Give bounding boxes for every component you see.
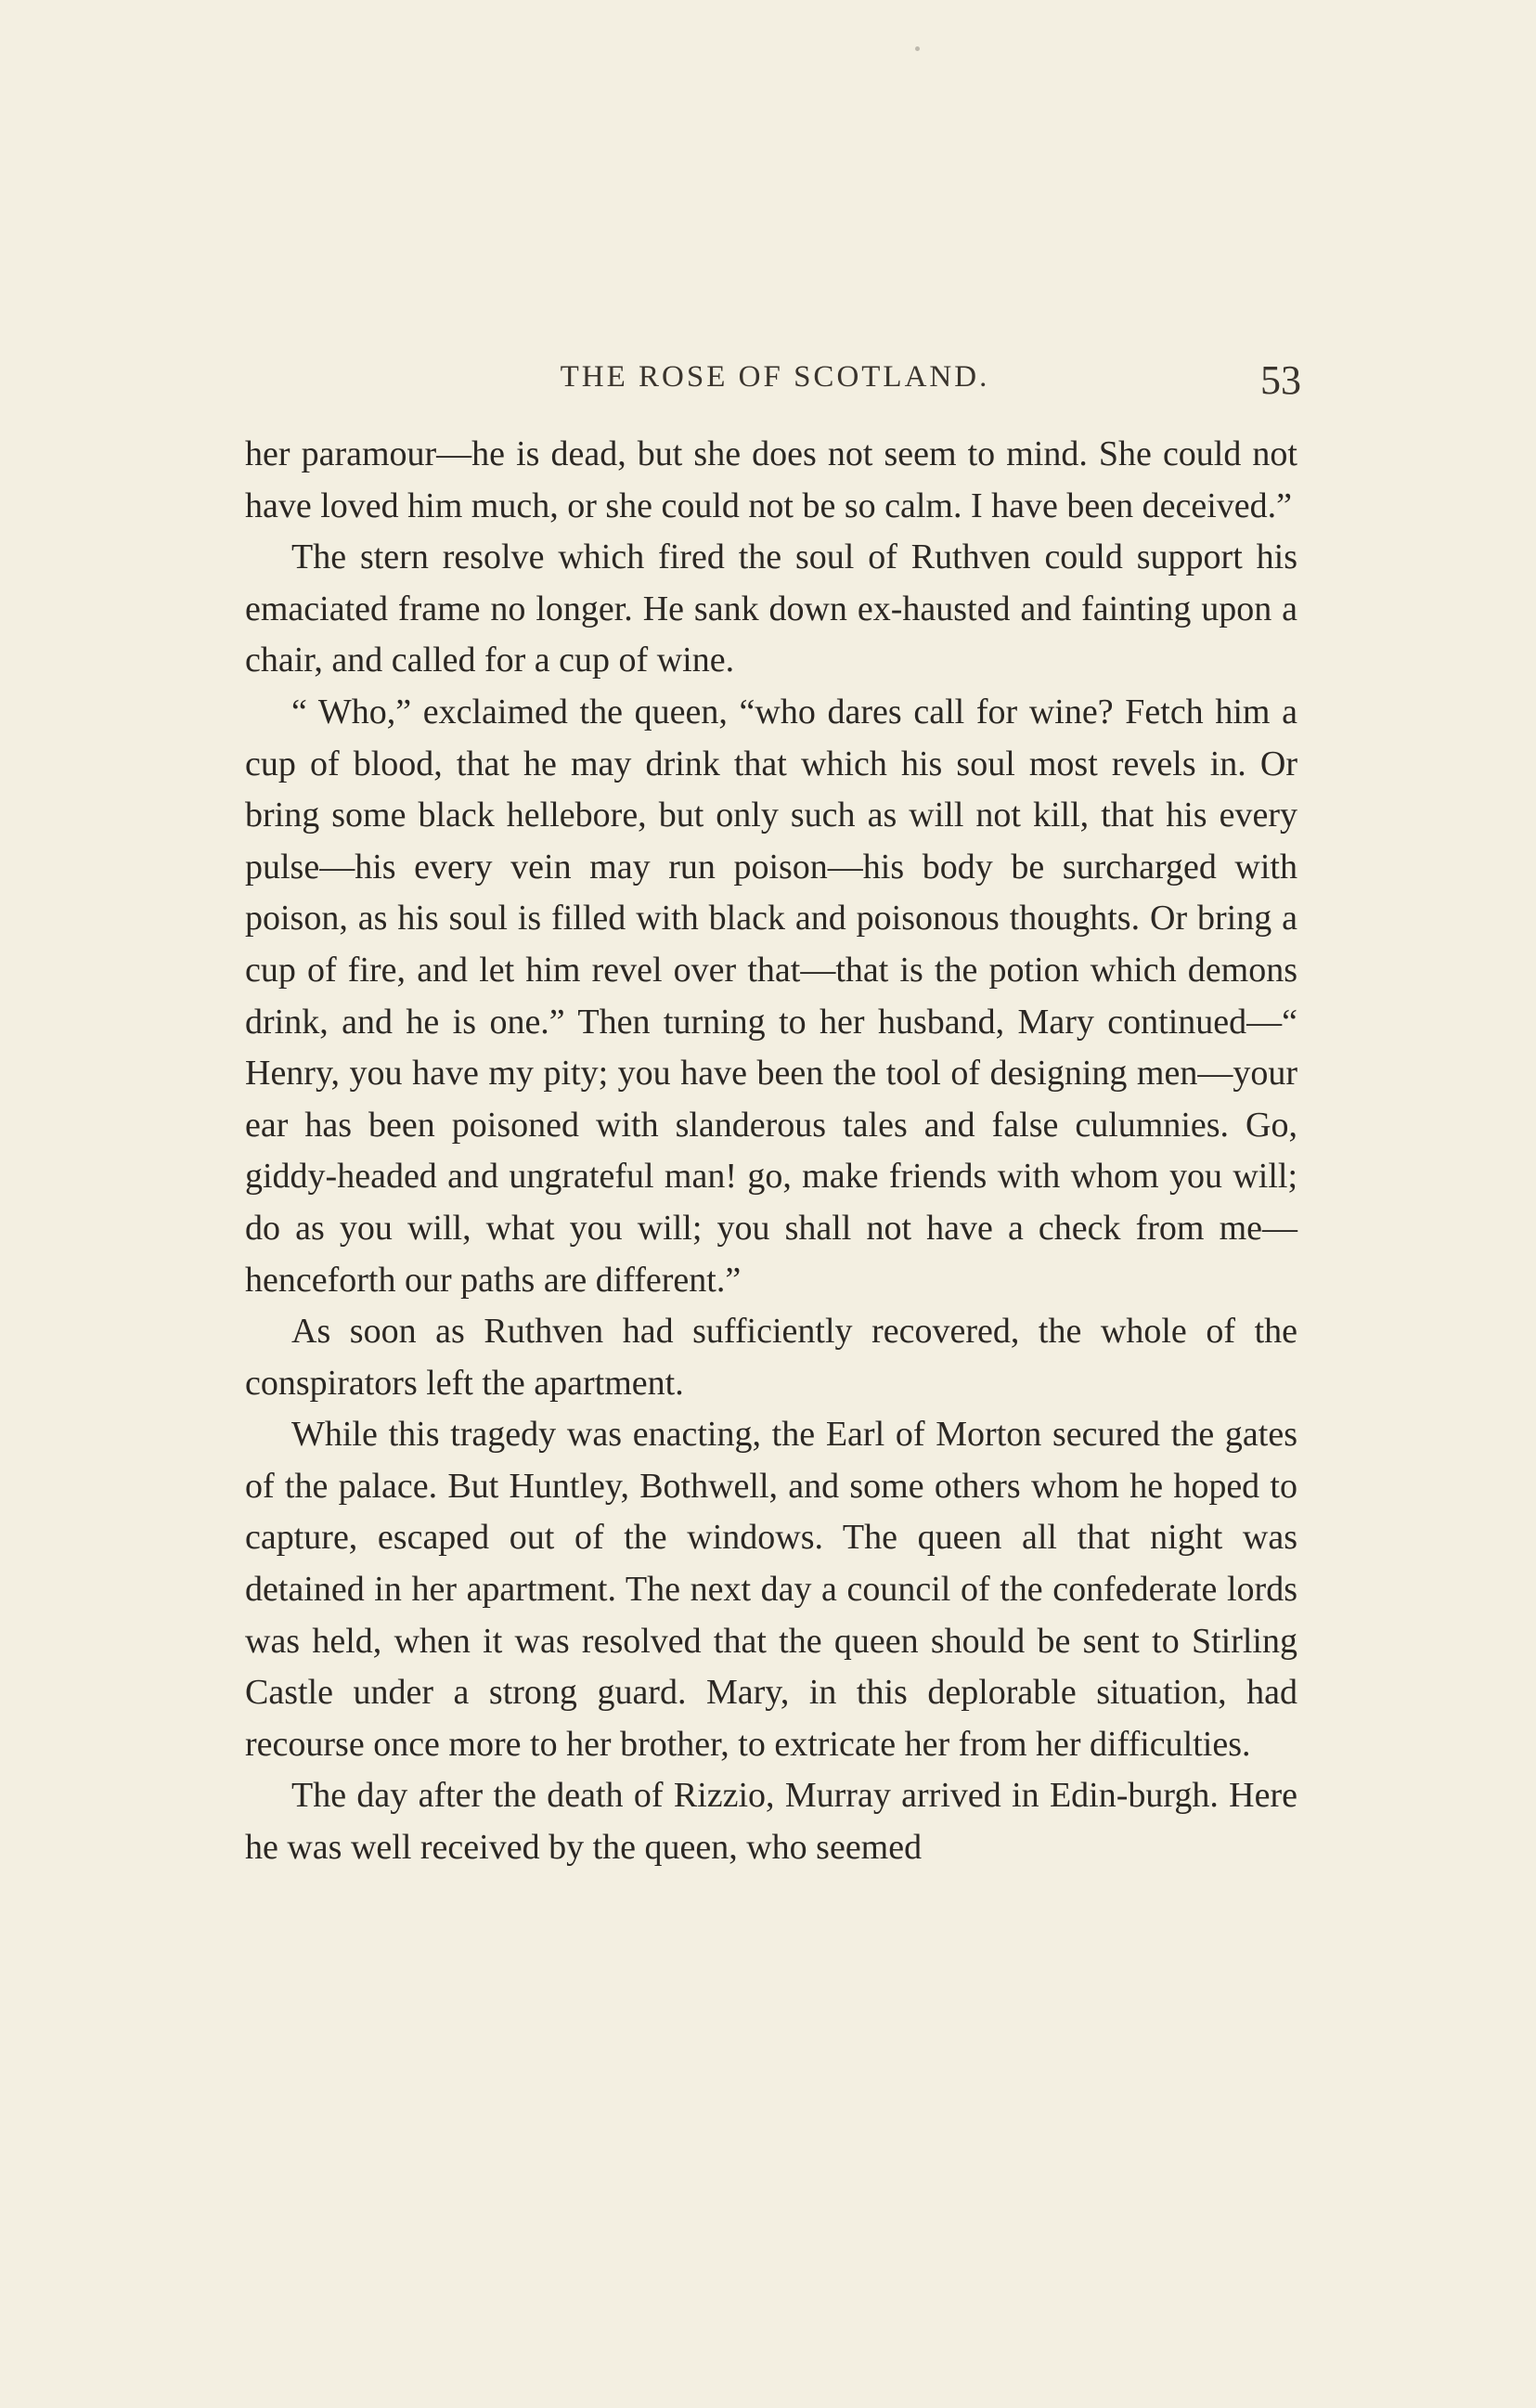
ink-speck — [915, 46, 920, 51]
running-title: THE ROSE OF SCOTLAND. — [560, 360, 990, 394]
body-text — [245, 429, 1297, 1874]
paragraph: The day after the death of Rizzio, Murray arrived in Edin-burgh. Here he was well received by the queen, who seemed — [245, 1776, 1297, 1868]
page-number: 53 — [1260, 357, 1301, 403]
paragraph: her paramour—he is dead, but she does not seem to mind. She could not have loved him much, or she could not be so calm. I have been deceived.” — [245, 434, 1297, 525]
paragraph: The stern resolve which fired the soul of Ruthven could support his emaciated frame no longer. He sank down ex-hausted and fainting upon a chair, and called for a cup of wine. — [245, 537, 1297, 680]
paragraph: “ Who,” exclaimed the queen, “who dares call for wine? Fetch him a cup of blood, that he may drink that which his soul most revels in. Or bring some black hellebore, but only such as will not kill, that his every pulse—his every vein may run poison—his body be surcharged with poison, as his soul is filled with black and poisonous thoughts. Or bring a cup of fire, and let him revel over that—that is the potion which demons drink, and he is one.” Then turning to her husband, Mary continued—“ Henry, you have my pity; you have been the tool of designing men—your ear has been poisoned with slanderous tales and false culumnies. Go, giddy-headed and ungrateful man! go, make friends with whom you will; do as you will, what you will; you shall not have a check from me—henceforth our paths are different.” — [245, 692, 1297, 1300]
running-head — [249, 356, 1301, 412]
paragraph: While this tragedy was enacting, the Earl of Morton secured the gates of the palace. But Huntley, Bothwell, and some others whom he hoped to capture, escaped out of the windows. The queen all that night was detained in her apartment. The next day a council of the confederate lords was held, when it was resolved that the queen should be sent to Stirling Castle under a strong guard. Mary, in this deplorable situation, had recourse once more to her brother, to extricate her from her difficulties. — [245, 1415, 1297, 1764]
paragraph: As soon as Ruthven had sufficiently recovered, the whole of the conspirators left the apartment. — [245, 1312, 1297, 1403]
